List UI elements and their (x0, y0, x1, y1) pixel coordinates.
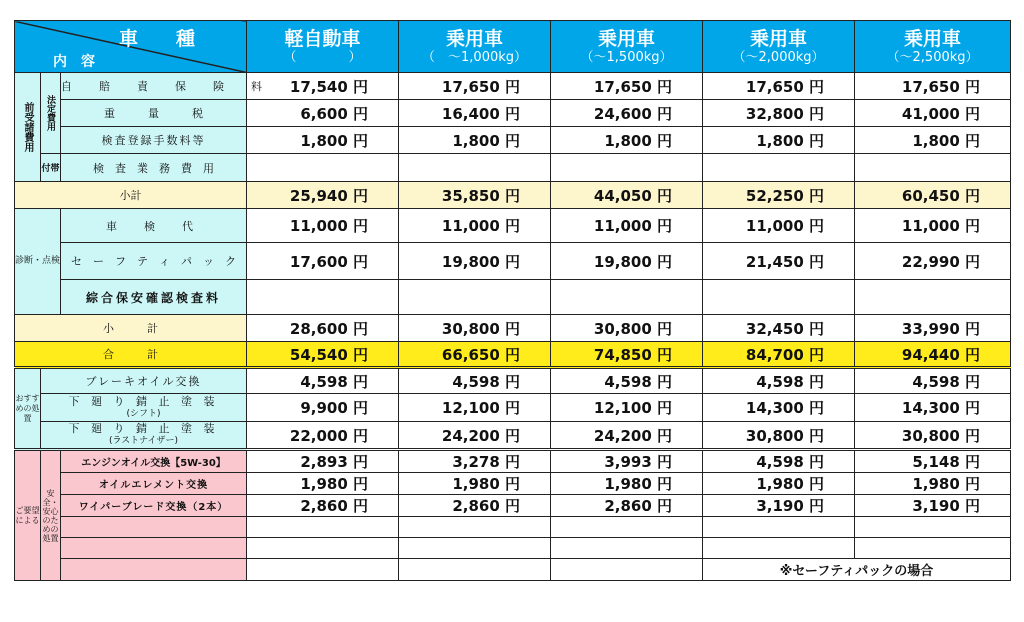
row-label: 下 廻 り 錆 止 塗 装 (68, 394, 219, 408)
price-cell: 66,650 円 (399, 342, 551, 368)
table-row (15, 209, 1011, 243)
row-label: 綜合保安確認検査料 (61, 280, 247, 315)
table-row (15, 495, 1011, 517)
price-cell: 11,000 円 (551, 209, 703, 243)
section-requested-label: ご要望による (15, 450, 41, 581)
row-label: ワイパーブレード交換（2本） (61, 495, 247, 517)
table-row (15, 394, 1011, 422)
price-cell: 5,148 円 (855, 450, 1011, 473)
table-row (15, 73, 1011, 100)
car-header (855, 21, 1011, 73)
section-advance-label: 前受諸費用 (15, 73, 41, 182)
price-cell: 16,400 円 (399, 100, 551, 127)
price-cell: 32,450 円 (703, 315, 855, 342)
row-label-cell (41, 422, 247, 450)
empty-label (61, 517, 247, 538)
car-header (247, 21, 399, 73)
price-cell (247, 154, 399, 182)
subtotal-row (15, 182, 1011, 209)
row-label: 自 賠 責 保 険 料 (61, 73, 247, 100)
table-row (15, 154, 1011, 182)
car-weight: （ ） (283, 49, 362, 65)
car-header (703, 21, 855, 73)
table-row (15, 559, 1011, 581)
table-row (15, 538, 1011, 559)
price-cell: 1,980 円 (247, 473, 399, 495)
empty-cell (399, 559, 551, 581)
price-cell: 3,190 円 (855, 495, 1011, 517)
row-label: エンジンオイル交換【5W-30】 (61, 450, 247, 473)
section-legal-label: 法定費用 (41, 73, 61, 154)
price-cell: 21,450 円 (703, 243, 855, 280)
empty-cell (247, 559, 399, 581)
price-cell: 17,650 円 (399, 73, 551, 100)
price-cell: 14,300 円 (855, 394, 1011, 422)
price-cell: 1,800 円 (247, 127, 399, 154)
price-cell: 44,050 円 (551, 182, 703, 209)
empty-label (61, 559, 247, 581)
price-cell: 25,940 円 (247, 182, 399, 209)
row-sublabel: (ラストナイザー) (108, 436, 179, 446)
header-row (15, 21, 1011, 73)
price-cell: 4,598 円 (703, 368, 855, 394)
empty-cell (703, 517, 855, 538)
empty-cell (703, 538, 855, 559)
price-cell (399, 154, 551, 182)
price-cell: 84,700 円 (703, 342, 855, 368)
price-cell: 24,600 円 (551, 100, 703, 127)
row-label: 小計 (15, 182, 247, 209)
price-cell: 1,980 円 (703, 473, 855, 495)
table-row (15, 473, 1011, 495)
price-cell: 6,600 円 (247, 100, 399, 127)
price-cell: 1,980 円 (399, 473, 551, 495)
row-sublabel: (シフト) (126, 408, 161, 419)
price-cell: 2,860 円 (551, 495, 703, 517)
table-row (15, 368, 1011, 394)
car-name: 乗用車 (598, 27, 656, 50)
price-cell: 33,990 円 (855, 315, 1011, 342)
row-label: 検 査 業 務 費 用 (61, 154, 247, 182)
price-cell: 11,000 円 (247, 209, 399, 243)
price-cell: 12,100 円 (399, 394, 551, 422)
price-cell: 11,000 円 (855, 209, 1011, 243)
row-label: 合 計 (15, 342, 247, 368)
price-cell (855, 154, 1011, 182)
price-cell: 4,598 円 (399, 368, 551, 394)
price-table (14, 20, 1011, 581)
table-row (15, 450, 1011, 473)
price-cell: 28,600 円 (247, 315, 399, 342)
price-cell: 3,190 円 (703, 495, 855, 517)
price-cell: 35,850 円 (399, 182, 551, 209)
row-label: 検査登録手数料等 (61, 127, 247, 154)
empty-label (61, 538, 247, 559)
empty-cell (247, 538, 399, 559)
row-label: オイルエレメント交換 (61, 473, 247, 495)
price-cell: 4,598 円 (855, 368, 1011, 394)
price-cell: 1,800 円 (703, 127, 855, 154)
table-row (15, 243, 1011, 280)
table-row (15, 422, 1011, 450)
price-cell: 52,250 円 (703, 182, 855, 209)
car-name: 乗用車 (446, 27, 504, 50)
table-row (15, 100, 1011, 127)
car-weight: （～2,000kg） (732, 49, 825, 65)
price-cell: 17,650 円 (855, 73, 1011, 100)
price-cell (551, 154, 703, 182)
price-cell: 2,893 円 (247, 450, 399, 473)
price-cell (247, 280, 399, 315)
section-inspection-label: 診断・点検 (15, 209, 61, 315)
empty-cell (399, 517, 551, 538)
row-label: セ ー フ テ ィ パ ッ ク (61, 243, 247, 280)
empty-cell (551, 538, 703, 559)
car-weight: （～2,500kg） (886, 49, 979, 65)
price-cell: 24,200 円 (399, 422, 551, 450)
price-cell (855, 280, 1011, 315)
table-row (15, 280, 1011, 315)
empty-cell (855, 538, 1011, 559)
price-cell (703, 154, 855, 182)
row-label-cell (41, 394, 247, 422)
row-label: 下 廻 り 錆 止 塗 装 (68, 422, 219, 435)
price-cell: 17,600 円 (247, 243, 399, 280)
car-header (399, 21, 551, 73)
price-cell: 4,598 円 (703, 450, 855, 473)
table-row (15, 517, 1011, 538)
row-label: ブレーキオイル交換 (41, 368, 247, 394)
price-cell: 54,540 円 (247, 342, 399, 368)
price-cell: 2,860 円 (399, 495, 551, 517)
row-label: 車 検 代 (61, 209, 247, 243)
price-cell: 30,800 円 (551, 315, 703, 342)
section-safety-label: 安全・安心のための処置 (41, 450, 61, 581)
price-cell: 11,000 円 (703, 209, 855, 243)
price-cell: 12,100 円 (551, 394, 703, 422)
price-cell: 74,850 円 (551, 342, 703, 368)
price-cell: 1,800 円 (399, 127, 551, 154)
price-cell: 30,800 円 (855, 422, 1011, 450)
price-cell: 19,800 円 (399, 243, 551, 280)
section-incidental-label: 付帯 (41, 154, 61, 182)
empty-cell (247, 517, 399, 538)
price-cell: 24,200 円 (551, 422, 703, 450)
price-cell: 4,598 円 (551, 368, 703, 394)
price-cell: 11,000 円 (399, 209, 551, 243)
price-cell: 32,800 円 (703, 100, 855, 127)
price-cell: 94,440 円 (855, 342, 1011, 368)
price-cell (551, 280, 703, 315)
price-cell: 2,860 円 (247, 495, 399, 517)
empty-cell (551, 517, 703, 538)
price-cell: 4,598 円 (247, 368, 399, 394)
price-cell: 17,650 円 (703, 73, 855, 100)
row-label: 重 量 税 (61, 100, 247, 127)
price-cell: 30,800 円 (703, 422, 855, 450)
price-cell: 22,000 円 (247, 422, 399, 450)
type-label: 車 種 (119, 28, 196, 50)
car-name: 乗用車 (904, 27, 962, 50)
header-corner-cell (15, 21, 247, 73)
car-name: 乗用車 (750, 27, 808, 50)
empty-cell (551, 559, 703, 581)
safety-pack-note: ※セーフティパックの場合 (703, 559, 1011, 581)
car-weight: （ ～1,000kg） (422, 49, 528, 65)
car-weight: （～1,500kg） (580, 49, 673, 65)
car-name: 軽自動車 (284, 27, 361, 50)
price-cell (703, 280, 855, 315)
section-recommended-label: おすすめの処置 (15, 368, 41, 450)
price-cell: 1,800 円 (855, 127, 1011, 154)
price-cell: 19,800 円 (551, 243, 703, 280)
empty-cell (855, 517, 1011, 538)
row-label: 小 計 (15, 315, 247, 342)
subtotal-row (15, 315, 1011, 342)
empty-cell (399, 538, 551, 559)
price-cell: 30,800 円 (399, 315, 551, 342)
price-cell: 3,993 円 (551, 450, 703, 473)
price-cell: 60,450 円 (855, 182, 1011, 209)
price-cell: 1,800 円 (551, 127, 703, 154)
price-cell: 1,980 円 (551, 473, 703, 495)
price-cell: 41,000 円 (855, 100, 1011, 127)
price-cell (399, 280, 551, 315)
car-header (551, 21, 703, 73)
total-row (15, 342, 1011, 368)
price-cell: 22,990 円 (855, 243, 1011, 280)
price-cell: 17,650 円 (551, 73, 703, 100)
table-row (15, 127, 1011, 154)
price-cell: 17,540 円 (247, 73, 399, 100)
price-cell: 3,278 円 (399, 450, 551, 473)
price-cell: 14,300 円 (703, 394, 855, 422)
content-label: 内 容 (53, 54, 95, 70)
price-cell: 1,980 円 (855, 473, 1011, 495)
price-cell: 9,900 円 (247, 394, 399, 422)
